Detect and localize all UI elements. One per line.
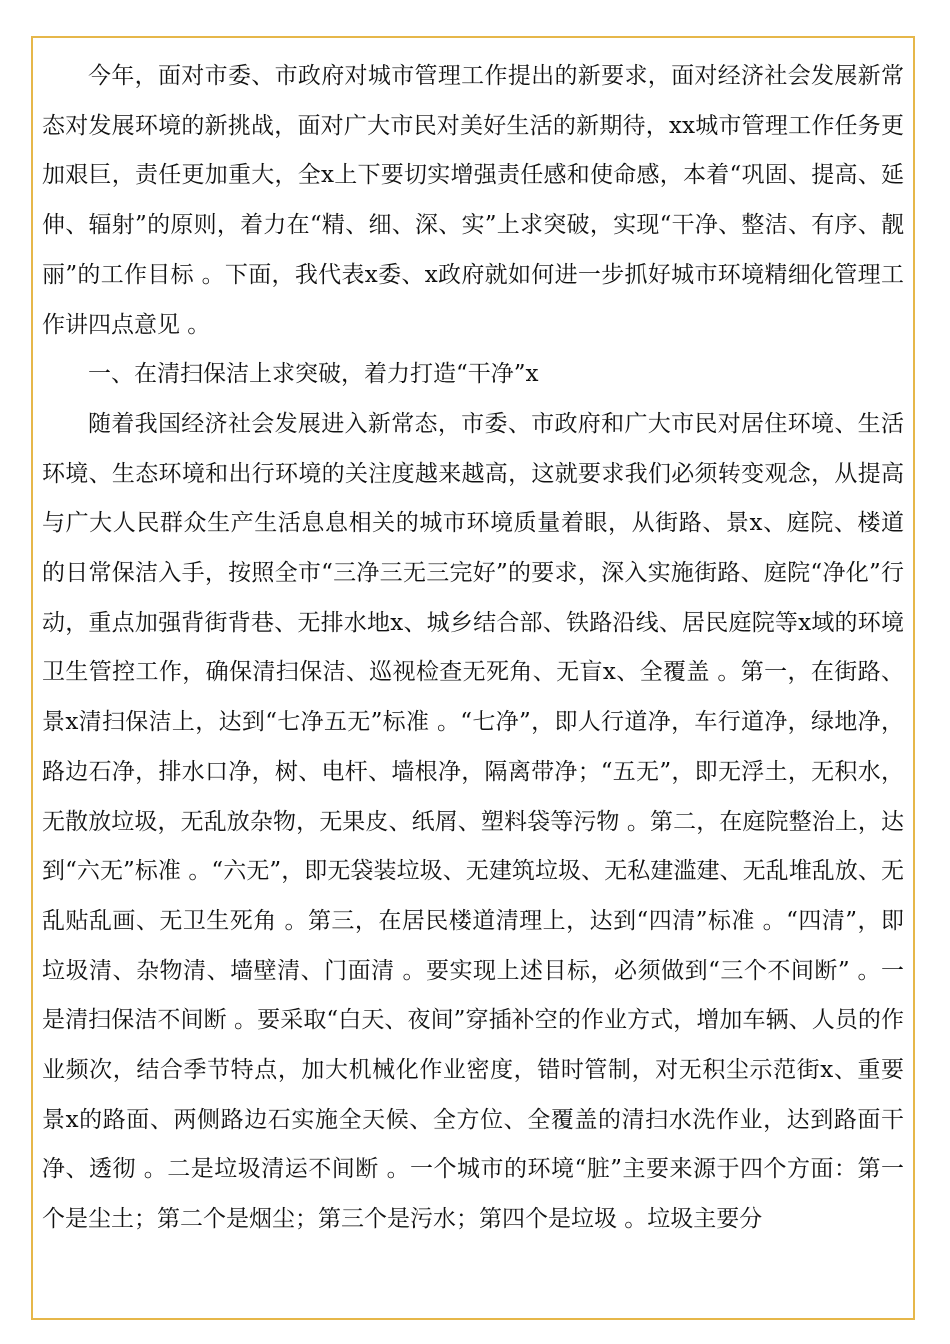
intro-paragraph: 今年，面对市委、市政府对城市管理工作提出的新要求，面对经济社会发展新常态对发展环境的新挑战，面对广大市民对美好生活的新期待，xx城市管理工作任务更加艰巨，责任更加重大，全x上下要切实增强责任感和使命感，本着“巩固、提高、延伸、辐射”的原则，着力在“精、细、深、实”上求突破，实现“干净、整洁、有序、靓丽”的工作目标 。下面，我代表x委、x政府就如何进一步抓好城市环境精细化管理工作讲四点意见 。	[42, 63, 904, 338]
section-1-paragraph: 随着我国经济社会发展进入新常态，市委、市政府和广大市民对居住环境、生活环境、生态环境和出行环境的关注度越来越高，这就要求我们必须转变观念，从提高与广大人民群众生产生活息息相关的城市环境质量着眼，从街路、景x、庭院、楼道的日常保洁入手，按照全市“三净三无三完好”的要求，深入实施街路、庭院“净化”行动，重点加强背街背巷、无排水地x、城乡结合部、铁路沿线、居民庭院等x域的环境卫生管控工作，确保清扫保洁、巡视检查无死角、无盲x、全覆盖 。第一，在街路、景x清扫保洁上，达到“七净五无”标准 。“七净”，即人行道净，车行道净，绿地净，路边石净，排水口净，树、电杆、墙根净，隔离带净；“五无”，即无浮土，无积水，无散放垃圾，无乱放杂物，无果皮、纸屑、塑料袋等污物 。第二，在庭院整治上，达到“六无”标准 。“六无”，即无袋装垃圾、无建筑垃圾、无私建滥建、无乱堆乱放、无乱贴乱画、无卫生死角 。第三，在居民楼道清理上，达到“四清”标准 。“四清”，即垃圾清、杂物清、墙壁清、门面清 。要实现上述目标，必须做到“三个不间断” 。一是清扫保洁不间断 。要采取“白天、夜间”穿插补空的作业方式，增加车辆、人员的作业频次，结合季节特点，加大机械化作业密度，错时管制，对无积尘示范街x、重要景x的路面、两侧路边石实施全天候、全方位、全覆盖的清扫水洗作业，达到路面干净、透彻 。二是垃圾清运不间断 。一个城市的环境“脏”主要来源于四个方面：第一个是尘土；第二个是烟尘；第三个是污水；第四个是垃圾 。垃圾主要分	[42, 410, 904, 1233]
document-body	[42, 52, 904, 1245]
section-heading-1: 一、在清扫保洁上求突破，着力打造“干净”x	[88, 361, 539, 388]
page-border-frame	[31, 36, 915, 1320]
